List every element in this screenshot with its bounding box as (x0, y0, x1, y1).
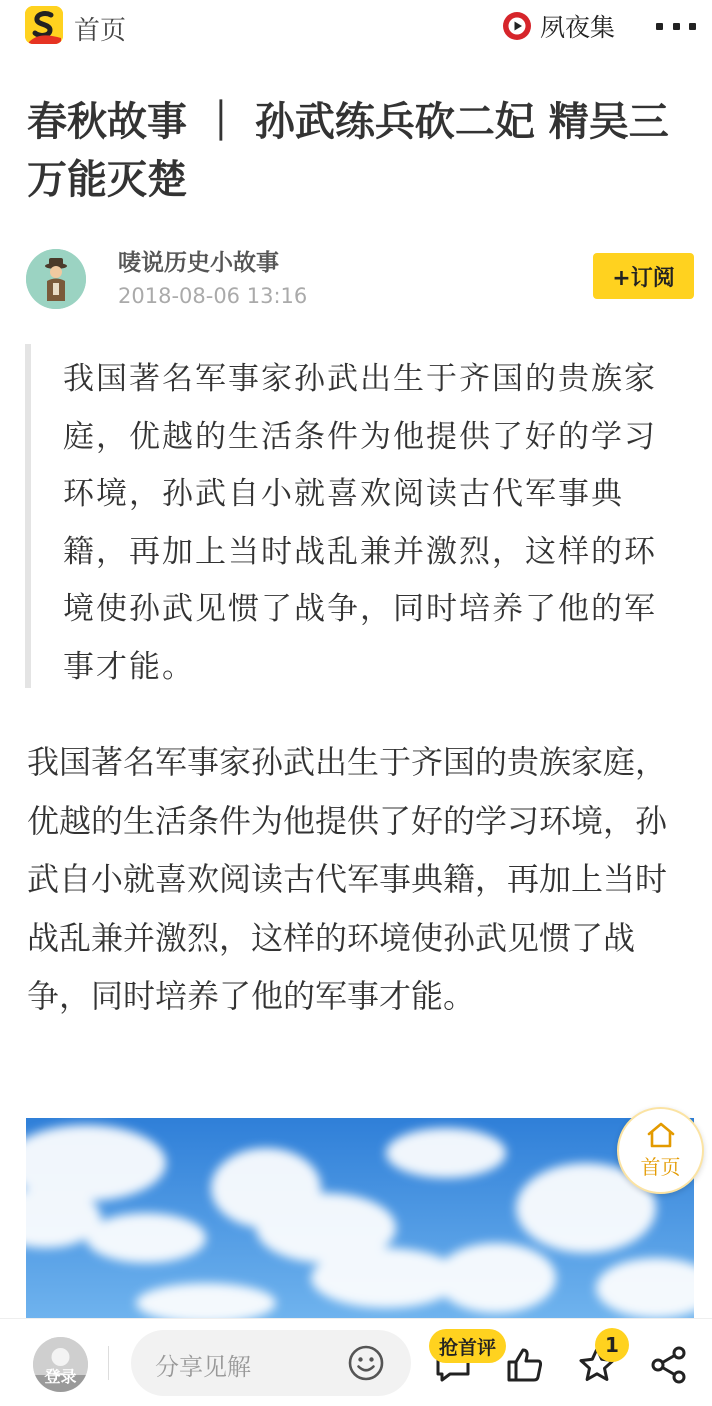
more-dots-icon[interactable] (656, 12, 696, 40)
brand-link[interactable] (502, 8, 615, 44)
bottom-bar (0, 1318, 712, 1406)
like-button[interactable] (505, 1345, 545, 1385)
brand-name: 夙夜集 (540, 13, 616, 42)
article-image[interactable] (26, 1118, 694, 1318)
home-icon (646, 1121, 676, 1149)
top-bar (0, 0, 712, 52)
emoji-icon[interactable] (347, 1344, 385, 1382)
author-avatar[interactable] (26, 249, 86, 309)
play-circle-icon (502, 11, 532, 41)
divider (108, 1346, 109, 1380)
comment-placeholder: 分享见解 (155, 1353, 251, 1381)
publish-date: 2018-08-06 13:16 (118, 284, 308, 308)
login-button[interactable] (33, 1337, 88, 1392)
first-comment-badge[interactable]: 抢首评 (429, 1329, 506, 1363)
comment-input[interactable] (131, 1330, 411, 1396)
login-label: 登录 (44, 1367, 77, 1386)
article-paragraph: 我国著名军事家孙武出生于齐国的贵族家庭，优越的生活条件为他提供了好的学习环境，孙武自小就喜欢阅读古代军事典籍，再加上当时战乱兼并激烈，这样的环境使孙武见惯了战争，同时培养了他的军事才能。 (27, 743, 668, 1015)
quote-text: 我国著名军事家孙武出生于齐国的贵族家庭，优越的生活条件为他提供了好的学习环境，孙武自小就喜欢阅读古代军事典籍，再加上当时战乱兼并激烈，这样的环境使孙武见惯了战争，同时培养了他的军事才能。 (63, 361, 657, 685)
home-link[interactable]: 首页 (74, 16, 127, 46)
subscribe-button[interactable]: +订阅 (593, 253, 694, 299)
author-name[interactable]: 唛说历史小故事 (118, 250, 279, 276)
share-button[interactable] (649, 1345, 689, 1385)
article-title: 春秋故事 ｜ 孙武练兵砍二妃 精吴三万能灭楚 (27, 99, 669, 203)
summary-quote (25, 344, 695, 688)
share-icon (649, 1345, 689, 1385)
floating-home-label: 首页 (640, 1155, 681, 1179)
thumbs-up-icon (505, 1345, 545, 1385)
floating-home-button[interactable] (617, 1107, 704, 1194)
favorite-count-badge: 1 (595, 1328, 629, 1362)
sohu-logo-icon[interactable] (25, 6, 63, 44)
